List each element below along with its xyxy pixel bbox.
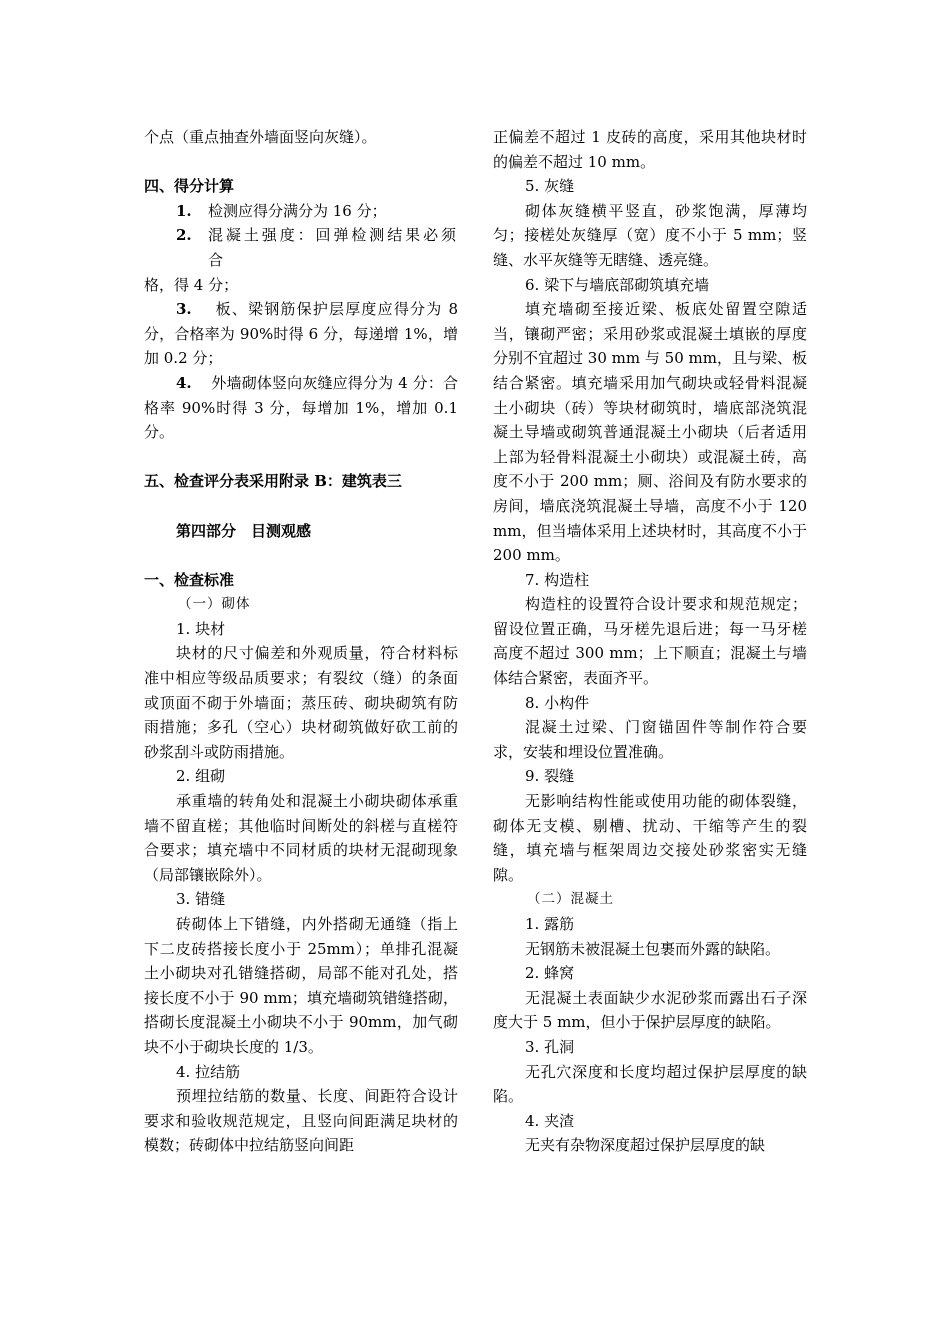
- item-text-continued: 格，得 4 分；: [144, 275, 239, 294]
- item-number: 4.: [176, 373, 192, 392]
- item-body: 混凝土过梁、门窗锚固件等制作符合要求，安装和埋设位置准确。: [493, 718, 807, 761]
- item-body: 无混凝土表面缺少水泥砂浆而露出石子深度大于 5 mm，但小于保护层厚度的缺陷。: [493, 988, 807, 1032]
- item-text: 板、梁钢筋保护层厚度应得分为 8 分，合格率为 90%时得 6 分，每递增 1%，增加 0.2 分；: [144, 300, 458, 368]
- subsection-heading-masonry: （一）砌体: [178, 596, 251, 613]
- score-item-3: [144, 297, 458, 371]
- left-column: [144, 125, 458, 1158]
- section-heading-scoring: 四、得分计算: [144, 177, 235, 196]
- paragraph: 个点（重点抽查外墙面竖向灰缝）。: [144, 128, 377, 146]
- item-number: 1.: [176, 201, 192, 220]
- item-body: 承重墙的转角处和混凝土小砌块砌体承重墙不留直槎；其他临时间断处的斜槎与直槎符合要求；填充墙中不同材质的块材无混砌现象（局部镶嵌除外）。: [144, 792, 458, 884]
- item-text: 外墙砌体竖向灰缝应得分为 4 分：合格率 90%时得 3 分，每增加 1%，增加 0.1 分。: [144, 373, 458, 442]
- item-text: 混凝土强度：回弹检测结果必须合: [208, 226, 458, 269]
- item-title: 5. 灰缝: [525, 177, 575, 196]
- part-heading: 第四部分 目测观感: [176, 521, 312, 540]
- item-title: 4. 拉结筋: [176, 1062, 241, 1081]
- item-title: 4. 夹渣: [525, 1111, 575, 1130]
- item-title: 6. 梁下与墙底部砌筑填充墙: [525, 275, 710, 294]
- item-body: 预埋拉结筋的数量、长度、间距符合设计要求和验收规范规定，且竖向间距满足块材的模数；砖砌体中拉结筋竖向间距: [144, 1087, 458, 1155]
- score-item-1: [144, 199, 458, 224]
- item-title: 9. 裂缝: [525, 767, 575, 786]
- score-item-2: [144, 223, 458, 272]
- subsection-heading-concrete: （二）混凝土: [527, 891, 614, 908]
- item-body: 构造柱的设置符合设计要求和规范规定；留设位置正确，马牙槎先退后进；每一马牙槎高度不超过 300 mm；上下顺直；混凝土与墙体结合紧密，表面齐平。: [493, 595, 807, 688]
- item-title: 3. 错缝: [176, 890, 226, 909]
- item-body: 块材的尺寸偏差和外观质量，符合材料标准中相应等级品质要求；有裂纹（缝）的条面或顶面不砌于外墙面；蒸压砖、砌块砌筑有防雨措施；多孔（空心）块材砌筑做好砍工前的砂浆刮斗或防雨措施。: [144, 644, 458, 761]
- item-body: 砖砌体上下错缝，内外搭砌无通缝（指上下二皮砖搭接长度小于 25mm）；单排孔混凝土小砌块对孔错缝搭砌，局部不能对孔处，搭接长度不小于 90 mm；填充墙砌筑错缝搭砌，搭砌长度混凝土小砌块不小于 90mm，加气砌块不小于砌块长度的 1/3。: [144, 915, 458, 1056]
- paragraph: 正偏差不超过 1 皮砖的高度，采用其他块材时的偏差不超过 10 mm。: [493, 128, 807, 171]
- right-column: [493, 125, 807, 1158]
- item-title: 8. 小构件: [525, 693, 590, 712]
- item-body: 无孔穴深度和长度均超过保护层厚度的缺陷。: [493, 1062, 807, 1106]
- item-title: 7. 构造柱: [525, 570, 590, 589]
- section-heading-standard: 一、检查标准: [144, 570, 235, 589]
- item-body: 无夹有杂物深度超过保护层厚度的缺: [525, 1136, 766, 1155]
- item-number: 3.: [176, 300, 192, 319]
- item-title: 2. 蜂窝: [525, 964, 575, 983]
- score-item-4: [144, 371, 458, 445]
- item-title: 1. 露筋: [525, 915, 575, 933]
- item-number: 2.: [176, 226, 192, 245]
- item-body: 填充墙砌至接近梁、板底处留置空隙适当，镶砌严密；采用砂浆或混凝土填嵌的厚度分别不宜超过 30 mm 与 50 mm，且与梁、板结合紧密。填充墙采用加气砌块或轻骨料混凝土小砌块（砖）等块材砌筑时，墙底部浇筑混凝土导墙或砌筑普通混凝土小砌块（后者适用上部为轻骨料混凝土小砌块）或混凝土砖，高度不小于 200 mm；厕、浴间及有防水要求的房间，墙底浇筑混凝土导墙，高度不小于 120 mm，但当墙体采用上述块材时，其高度不小于 200 mm。: [493, 300, 807, 565]
- item-body: 砌体灰缝横平竖直，砂浆饱满，厚薄均匀；接槎处灰缝厚（宽）度不小于 5 mm；竖缝、水平灰缝等无瞎缝、透亮缝。: [493, 201, 807, 269]
- item-title: 3. 孔洞: [525, 1037, 575, 1056]
- item-text: 检测应得分满分为 16 分；: [208, 201, 387, 220]
- item-body: 无影响结构性能或使用功能的砌体裂缝，砌体无支模、剔槽、扰动、干缩等产生的裂缝，填充墙与框架周边交接处砂浆密实无缝隙。: [493, 792, 807, 884]
- item-title: 1. 块材: [176, 619, 226, 638]
- item-title: 2. 组砌: [176, 767, 226, 786]
- item-body: 无钢筋未被混凝土包裹而外露的缺陷。: [525, 939, 781, 958]
- section-heading-appendix: 五、检查评分表采用附录 B：建筑表三: [144, 472, 402, 491]
